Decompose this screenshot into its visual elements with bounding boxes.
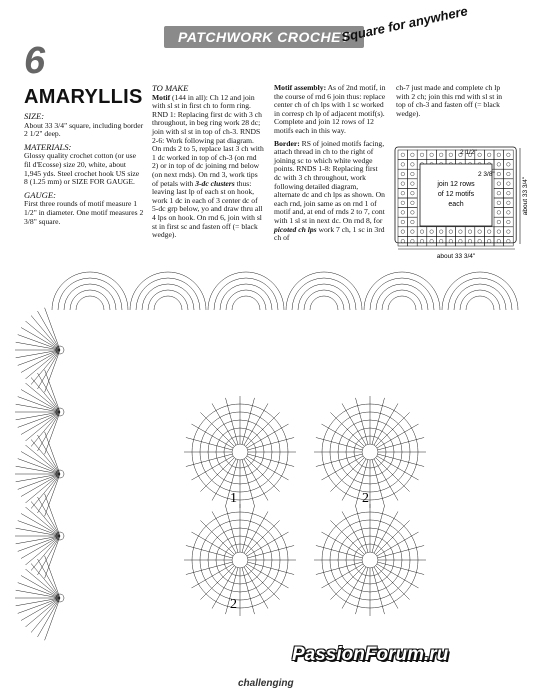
- grid-cell: [484, 227, 494, 237]
- motif-label-3: 2: [230, 597, 237, 612]
- grid-cell: [408, 179, 418, 189]
- grid-cell: [417, 150, 427, 160]
- border-arc: [58, 278, 122, 310]
- border-arc: [364, 272, 440, 310]
- border-arc: [76, 296, 104, 310]
- grid-motif-dot: [487, 153, 491, 157]
- assembly-diagram: [390, 146, 530, 261]
- grid-motif-dot: [430, 230, 434, 234]
- border-arc: [286, 272, 362, 310]
- border-arc: [298, 284, 350, 310]
- grid-cell: [408, 227, 418, 237]
- grid-cell: [398, 188, 408, 198]
- grid-cell: [504, 150, 514, 160]
- motif-label-2: 2: [362, 491, 369, 506]
- grid-cell: [456, 227, 466, 237]
- fan-stitch: [38, 311, 61, 350]
- materials-text: Glossy quality crochet cotton (or use fil d'Ecosse) size 20, white, about 1,945 yds. Steel crochet hook US size 8 (1.25 mm) or SIZE FOR GAUGE.: [24, 151, 140, 187]
- border-arc: [154, 296, 182, 310]
- picoted-text: work 7 ch, 1 sc in 3rd ch of: [274, 224, 385, 243]
- picoted-label: picoted ch lps: [274, 224, 317, 234]
- pattern-title: AMARYLLIS: [24, 86, 143, 108]
- motif-spoke: [330, 520, 364, 554]
- border-arc: [130, 272, 206, 310]
- fan-stitch: [38, 598, 61, 637]
- grid-cell: [427, 227, 437, 237]
- fan-stitch: [38, 559, 61, 598]
- clusters-text: thus: leaving last lp of each st on hook, work 1 dc in each of 3 center dc of 5-dc grp below, yo and draw thru all 4 lps on hook. On rnd 6, join with sl st in first sc and fasten off (= black wedge).: [152, 178, 263, 240]
- grid-motif-dot: [411, 230, 415, 234]
- grid-cell: [494, 208, 504, 218]
- grid-motif-dot: [449, 153, 453, 157]
- grid-cell: [465, 227, 475, 237]
- grid-cell: [427, 236, 437, 246]
- grid-cell: [494, 150, 504, 160]
- grid-cell: [408, 150, 418, 160]
- border-arc: [376, 284, 428, 310]
- grid-motif-dot: [420, 230, 424, 234]
- grid-cell: [475, 227, 485, 237]
- motif-text: (144 in all): Ch 12 and join with sl st in first ch to form ring. RND 1: Replacing first dc with 3 ch throughout, in beg ring work 28 dc; join with sl st in top of ch-3. RNDS 2-6: Work following pat diagram. On rnds 2 to 5, replace last 3 ch with 1 dc worked in top of ch-3 (on rnd 2) or in top of dc joining rnd below (on next rnds). On rnd 3, work tips of petals with: [152, 92, 264, 188]
- grid-motif-dot: [401, 182, 405, 186]
- continued-text: ch-7 just made and complete ch lp with 2 ch; join this rnd with sl st in top of ch-3 and fasten off (= black wedge).: [396, 83, 503, 118]
- grid-cell: [417, 236, 427, 246]
- footer-text: challenging: [238, 678, 294, 689]
- grid-motif-dot: [497, 172, 501, 176]
- border-arc: [454, 284, 506, 310]
- fan-stitch: [38, 536, 61, 575]
- grid-cell: [398, 227, 408, 237]
- grid-cell: [398, 150, 408, 160]
- grid-cell: [494, 179, 504, 189]
- section-banner: PATCHWORK CROCHET: [164, 26, 364, 48]
- grid-motif-dot: [497, 163, 501, 167]
- grid-motif-dot: [497, 220, 501, 224]
- grid-cell: [408, 198, 418, 208]
- grid-cell: [494, 227, 504, 237]
- pattern-number: 6: [24, 40, 46, 82]
- watermark: PassionForum.ru: [292, 644, 449, 665]
- motif-spoke: [200, 520, 234, 554]
- gauge-text: First three rounds of motif measure 1 1/2" in diameter. One motif measures 2 3/8" square.: [24, 199, 144, 226]
- grid-cell: [398, 198, 408, 208]
- grid-motif-dot: [401, 172, 405, 176]
- motif-spoke: [246, 566, 280, 600]
- grid-cell: [504, 179, 514, 189]
- grid-cell: [446, 236, 456, 246]
- grid-cell: [446, 227, 456, 237]
- grid-motif-dot: [420, 153, 424, 157]
- grid-motif-dot: [401, 191, 405, 195]
- grid-motif-dot: [478, 153, 482, 157]
- grid-motif-dot: [487, 230, 491, 234]
- grid-cell: [494, 160, 504, 170]
- border-arc: [64, 284, 116, 310]
- border-arc: [220, 284, 272, 310]
- column-assembly: [274, 84, 386, 247]
- grid-motif-dot: [401, 220, 405, 224]
- grid-motif-dot: [439, 230, 443, 234]
- grid-motif-dot: [449, 230, 453, 234]
- motif-spoke: [376, 566, 410, 600]
- crochet-chart: [0, 270, 536, 690]
- grid-cell: [475, 236, 485, 246]
- grid-cell: [504, 160, 514, 170]
- motif-spoke: [330, 566, 364, 600]
- motif-ring: [232, 444, 248, 460]
- grid-cell: [494, 169, 504, 179]
- grid-cell: [504, 188, 514, 198]
- grid-motif-dot: [507, 230, 511, 234]
- grid-motif-dot: [507, 220, 511, 224]
- grid-cell: [504, 208, 514, 218]
- motif-spoke: [330, 458, 364, 492]
- join-line-3: each: [448, 201, 464, 208]
- motif-dim-label: 2 1/2": [460, 149, 477, 156]
- size-heading: SIZE:: [24, 111, 45, 121]
- fan-stitch: [38, 474, 61, 513]
- grid-motif-dot: [401, 153, 405, 157]
- grid-cell: [456, 236, 466, 246]
- grid-motif-dot: [497, 182, 501, 186]
- grid-cell: [408, 217, 418, 227]
- border-arc: [382, 290, 422, 310]
- grid-motif-dot: [401, 201, 405, 205]
- gauge-heading: GAUGE:: [24, 189, 56, 200]
- motif-spoke: [376, 458, 410, 492]
- grid-cell: [408, 188, 418, 198]
- border-text: RS of joined motifs facing, attach thread in ch to the right of joining sc to which white wedge points. RNDS 1-8: Replacing first dc with 3 ch throughout, work following detailed diagram, alternate dc and ch lps as shown. On each rnd, join same as on rnd 1 of motif and, at end of rnds 2 to 7, cont with 1 sl st in next dc. On rnd 8, for: [274, 138, 385, 225]
- chart-lace: [15, 272, 518, 640]
- border-arc: [70, 290, 110, 310]
- motif-ring: [232, 552, 248, 568]
- to-make-heading: TO MAKE: [152, 83, 189, 93]
- motif-spoke: [376, 520, 410, 554]
- fan-stitch: [38, 350, 61, 389]
- motif-spoke: [246, 458, 280, 492]
- grid-motif-dot: [411, 201, 415, 205]
- column-size-materials: [24, 112, 144, 230]
- motif-label: Motif: [152, 92, 171, 102]
- grid-cell: [398, 169, 408, 179]
- grid-motif-dot: [507, 153, 511, 157]
- motif-ring: [362, 552, 378, 568]
- grid-cell: [504, 236, 514, 246]
- border-arc: [466, 296, 494, 310]
- border-arc: [52, 272, 128, 310]
- fan-stitch: [38, 412, 61, 451]
- motif-spoke: [200, 458, 234, 492]
- border-arc: [214, 278, 278, 310]
- grid-motif-dot: [497, 201, 501, 205]
- border-dim-label: 2 3/8": [478, 171, 495, 178]
- grid-motif-dot: [401, 163, 405, 167]
- border-arc: [208, 272, 284, 310]
- grid-cell: [504, 217, 514, 227]
- border-arc: [460, 290, 500, 310]
- grid-motif-dot: [507, 211, 511, 215]
- grid-cell: [417, 227, 427, 237]
- motif-spoke: [200, 566, 234, 600]
- grid-motif-dot: [411, 220, 415, 224]
- fan-stitch: [38, 373, 61, 412]
- grid-cell: [494, 188, 504, 198]
- border-arc: [136, 278, 200, 310]
- grid-motif-dot: [507, 172, 511, 176]
- grid-cell: [504, 169, 514, 179]
- grid-cell: [494, 217, 504, 227]
- grid-cell: [504, 227, 514, 237]
- grid-motif-dot: [507, 191, 511, 195]
- clusters-label: 3-dc clusters: [195, 178, 235, 188]
- grid-cell: [398, 217, 408, 227]
- materials-heading: MATERIALS:: [24, 141, 72, 152]
- border-arc: [448, 278, 512, 310]
- grid-motif-dot: [430, 153, 434, 157]
- grid-motif-dot: [401, 230, 405, 234]
- column-continued: [396, 84, 512, 122]
- grid-motif-dot: [411, 211, 415, 215]
- grid-motif-dot: [497, 153, 501, 157]
- border-arc: [304, 290, 344, 310]
- grid-motif-dot: [439, 153, 443, 157]
- grid-motif-dot: [497, 191, 501, 195]
- column-to-make: [152, 84, 264, 244]
- grid-motif-dot: [507, 182, 511, 186]
- grid-motif-dot: [507, 201, 511, 205]
- grid-motif-dot: [411, 163, 415, 167]
- fan-stitch: [38, 435, 61, 474]
- motif-spoke: [376, 412, 410, 446]
- grid-cell: [408, 208, 418, 218]
- grid-motif-dot: [507, 163, 511, 167]
- grid-cell: [465, 236, 475, 246]
- grid-motif-dot: [478, 230, 482, 234]
- grid-cell: [436, 150, 446, 160]
- motif-label-1: 1: [230, 491, 237, 506]
- border-arc: [142, 284, 194, 310]
- border-arc: [442, 272, 518, 310]
- border-arc: [226, 290, 266, 310]
- grid-cell: [494, 198, 504, 208]
- grid-cell: [427, 150, 437, 160]
- tagline: Square for anywhere: [340, 3, 469, 45]
- grid-cell: [446, 150, 456, 160]
- motif-spoke: [246, 520, 280, 554]
- grid-cell: [436, 227, 446, 237]
- grid-cell: [484, 150, 494, 160]
- assembly-text: As of 2nd motif, in the course of rnd 6 join thus: replace center ch of ch lps with 1 sc worked in corresp ch lp of adjacent motif(s). Complete and join 12 rows of 12 motifs each in this way.: [274, 83, 386, 135]
- grid-cell: [484, 236, 494, 246]
- grid-cell: [408, 236, 418, 246]
- motif-spoke: [200, 412, 234, 446]
- grid-motif-dot: [497, 230, 501, 234]
- join-line-2: of 12 motifs: [437, 191, 475, 198]
- border-arc: [370, 278, 434, 310]
- grid-motif-dot: [497, 211, 501, 215]
- grid-cell: [408, 160, 418, 170]
- grid-cell: [398, 236, 408, 246]
- grid-motif-dot: [411, 191, 415, 195]
- border-arc: [148, 290, 188, 310]
- border-label: Border:: [274, 138, 300, 148]
- grid-motif-dot: [401, 211, 405, 215]
- grid-cell: [494, 236, 504, 246]
- grid-motif-dot: [411, 153, 415, 157]
- grid-cell: [398, 208, 408, 218]
- border-arc: [388, 296, 416, 310]
- motif-ring: [362, 444, 378, 460]
- grid-motif-dot: [468, 230, 472, 234]
- join-line-1: join 12 rows: [437, 181, 475, 188]
- grid-cell: [398, 160, 408, 170]
- grid-motif-dot: [411, 172, 415, 176]
- side-dim-label: about 33 3/4": [522, 176, 529, 216]
- grid-motif-dot: [459, 230, 463, 234]
- border-arc: [292, 278, 356, 310]
- grid-motif-dot: [411, 182, 415, 186]
- motif-spoke: [330, 412, 364, 446]
- grid-cell: [436, 236, 446, 246]
- grid-cell: [504, 198, 514, 208]
- grid-cell: [408, 169, 418, 179]
- border-arc: [310, 296, 338, 310]
- assembly-label: Motif assembly:: [274, 83, 327, 92]
- grid-cell: [398, 179, 408, 189]
- motif-spoke: [246, 412, 280, 446]
- fan-stitch: [38, 497, 61, 536]
- bottom-dim-label: about 33 3/4": [436, 253, 476, 260]
- border-arc: [232, 296, 260, 310]
- size-text: About 33 3/4" square, including border 2 1/2" deep.: [24, 120, 144, 139]
